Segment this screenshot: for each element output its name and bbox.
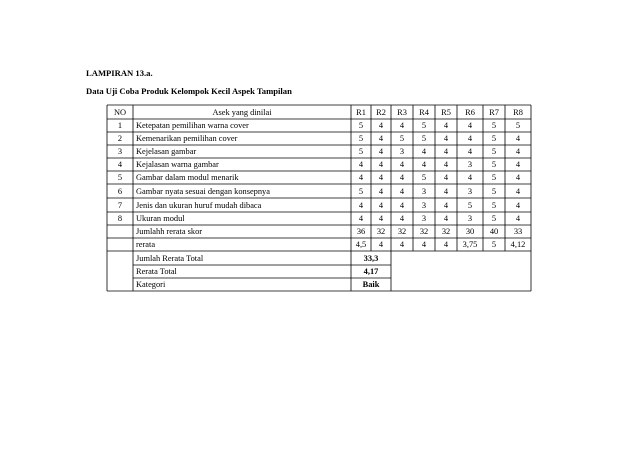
row-number: 2 (117, 134, 123, 143)
score-cell: 5 (515, 121, 521, 130)
score-cell: 4 (378, 186, 384, 196)
table-title: Data Uji Coba Produk Kelompok Kecil Aspek Tampilan (86, 86, 292, 96)
score-cell: 5 (491, 186, 497, 196)
kategori-value: Baik (362, 280, 380, 289)
jumlah-cell: 33 (513, 227, 523, 236)
jumlah-cell: 40 (489, 227, 499, 236)
score-cell: 4 (467, 147, 473, 156)
score-cell: 5 (491, 121, 497, 130)
score-cell: 4 (378, 214, 384, 223)
score-cell: 5 (358, 186, 364, 196)
score-cell: 5 (358, 134, 364, 143)
jumlah-total-value: 33,3 (363, 253, 379, 263)
score-cell: 5 (358, 147, 364, 156)
jumlah-cell: 32 (376, 227, 386, 236)
score-cell: 4 (443, 200, 449, 210)
score-cell: 5 (491, 134, 497, 143)
score-cell: 4 (358, 214, 364, 223)
score-cell: 4 (467, 134, 473, 143)
score-cell: 5 (491, 147, 497, 156)
score-cell: 5 (491, 200, 497, 210)
aspect-label: Gambar dalam modul menarik (136, 173, 239, 182)
row-number: 8 (117, 214, 123, 223)
row-number: 4 (117, 160, 123, 169)
aspect-label: Ketepatan pemilihan warna cover (136, 121, 249, 130)
score-cell: 5 (421, 121, 427, 130)
column-header-r4: R4 (419, 107, 429, 117)
score-cell: 3 (467, 160, 473, 169)
column-header-r6: R6 (465, 107, 475, 117)
jumlah-cell: 32 (441, 227, 451, 236)
rerata-cell: 4 (399, 240, 405, 249)
score-cell: 4 (399, 160, 405, 169)
score-cell: 5 (467, 200, 473, 210)
row-number: 3 (117, 147, 123, 156)
score-cell: 4 (515, 200, 521, 210)
score-cell: 3 (467, 214, 473, 223)
jumlah-cell: 32 (419, 227, 429, 236)
score-cell: 4 (358, 173, 364, 182)
score-cell: 5 (421, 134, 427, 143)
score-cell: 5 (421, 173, 427, 182)
score-cell: 3 (399, 147, 405, 156)
rerata-cell: 4,12 (510, 240, 526, 249)
column-header-r8: R8 (513, 107, 523, 117)
row-number: 7 (117, 200, 123, 210)
aspect-label: Gambar nyata sesuai dengan konsepnya (136, 186, 270, 196)
score-cell: 4 (443, 134, 449, 143)
score-cell: 4 (421, 160, 427, 169)
aspect-label: Ukuran modul (136, 214, 185, 223)
column-header-r3: R3 (397, 107, 407, 117)
score-cell: 5 (491, 173, 497, 182)
score-cell: 4 (515, 214, 521, 223)
score-cell: 3 (421, 186, 427, 196)
score-cell: 4 (378, 173, 384, 182)
appendix-label: LAMPIRAN 13.a. (86, 68, 153, 78)
score-cell: 5 (491, 214, 497, 223)
rerata-total-value: 4,17 (363, 267, 379, 276)
score-cell: 4 (467, 173, 473, 182)
jumlah-label: Jumlahh rerata skor (136, 227, 203, 236)
score-cell: 4 (515, 134, 521, 143)
rerata-cell: 4,5 (355, 240, 367, 249)
score-cell: 4 (358, 200, 364, 210)
row-number: 5 (117, 173, 123, 182)
score-cell: 4 (399, 186, 405, 196)
score-cell: 4 (399, 214, 405, 223)
row-number: 1 (117, 121, 123, 130)
column-header-r7: R7 (489, 107, 499, 117)
score-cell: 4 (421, 147, 427, 156)
aspect-label: Jenis dan ukuran huruf mudah dibaca (136, 200, 262, 210)
score-cell: 4 (378, 160, 384, 169)
score-cell: 4 (443, 121, 449, 130)
score-cell: 3 (421, 214, 427, 223)
rerata-label: rerata (136, 240, 156, 249)
row-number: 6 (117, 186, 123, 196)
score-cell: 4 (443, 173, 449, 182)
score-cell: 4 (378, 147, 384, 156)
rerata-cell: 3,75 (462, 240, 478, 249)
column-header-r2: R2 (376, 107, 386, 117)
score-cell: 4 (399, 200, 405, 210)
score-cell: 4 (399, 173, 405, 182)
score-cell: 4 (378, 134, 384, 143)
jumlah-cell: 30 (465, 227, 475, 236)
rerata-total-label: Rerata Total (136, 267, 177, 276)
score-cell: 4 (358, 160, 364, 169)
score-cell: 4 (399, 121, 405, 130)
rerata-cell: 4 (443, 240, 449, 249)
rerata-cell: 4 (378, 240, 384, 249)
score-cell: 4 (515, 160, 521, 169)
score-cell: 4 (378, 200, 384, 210)
score-cell: 5 (358, 121, 364, 130)
score-cell: 3 (467, 186, 473, 196)
jumlah-cell: 36 (356, 227, 366, 236)
score-cell: 4 (378, 121, 384, 130)
aspect-label: Kemenarikan pemilihan cover (136, 134, 238, 143)
rerata-cell: 4 (421, 240, 427, 249)
column-header-no: NO (113, 107, 127, 117)
score-cell: 4 (443, 147, 449, 156)
jumlah-total-label: Jumlah Rerata Total (136, 253, 204, 263)
score-cell: 4 (443, 160, 449, 169)
column-header-r1: R1 (356, 107, 366, 117)
score-cell: 4 (515, 186, 521, 196)
score-cell: 5 (399, 134, 405, 143)
kategori-label: Kategori (136, 280, 166, 289)
jumlah-cell: 32 (397, 227, 407, 236)
score-cell: 3 (421, 200, 427, 210)
rerata-cell: 5 (491, 240, 497, 249)
column-header-aspect: Asek yang dinilai (212, 107, 272, 117)
score-cell: 5 (491, 160, 497, 169)
score-cell: 4 (515, 173, 521, 182)
score-cell: 4 (515, 147, 521, 156)
aspect-label: Kejelasan gambar (136, 147, 197, 156)
aspect-label: Kejalasan warna gambar (136, 160, 219, 169)
score-cell: 4 (467, 121, 473, 130)
column-header-r5: R5 (441, 107, 451, 117)
score-cell: 4 (443, 186, 449, 196)
score-cell: 4 (443, 214, 449, 223)
